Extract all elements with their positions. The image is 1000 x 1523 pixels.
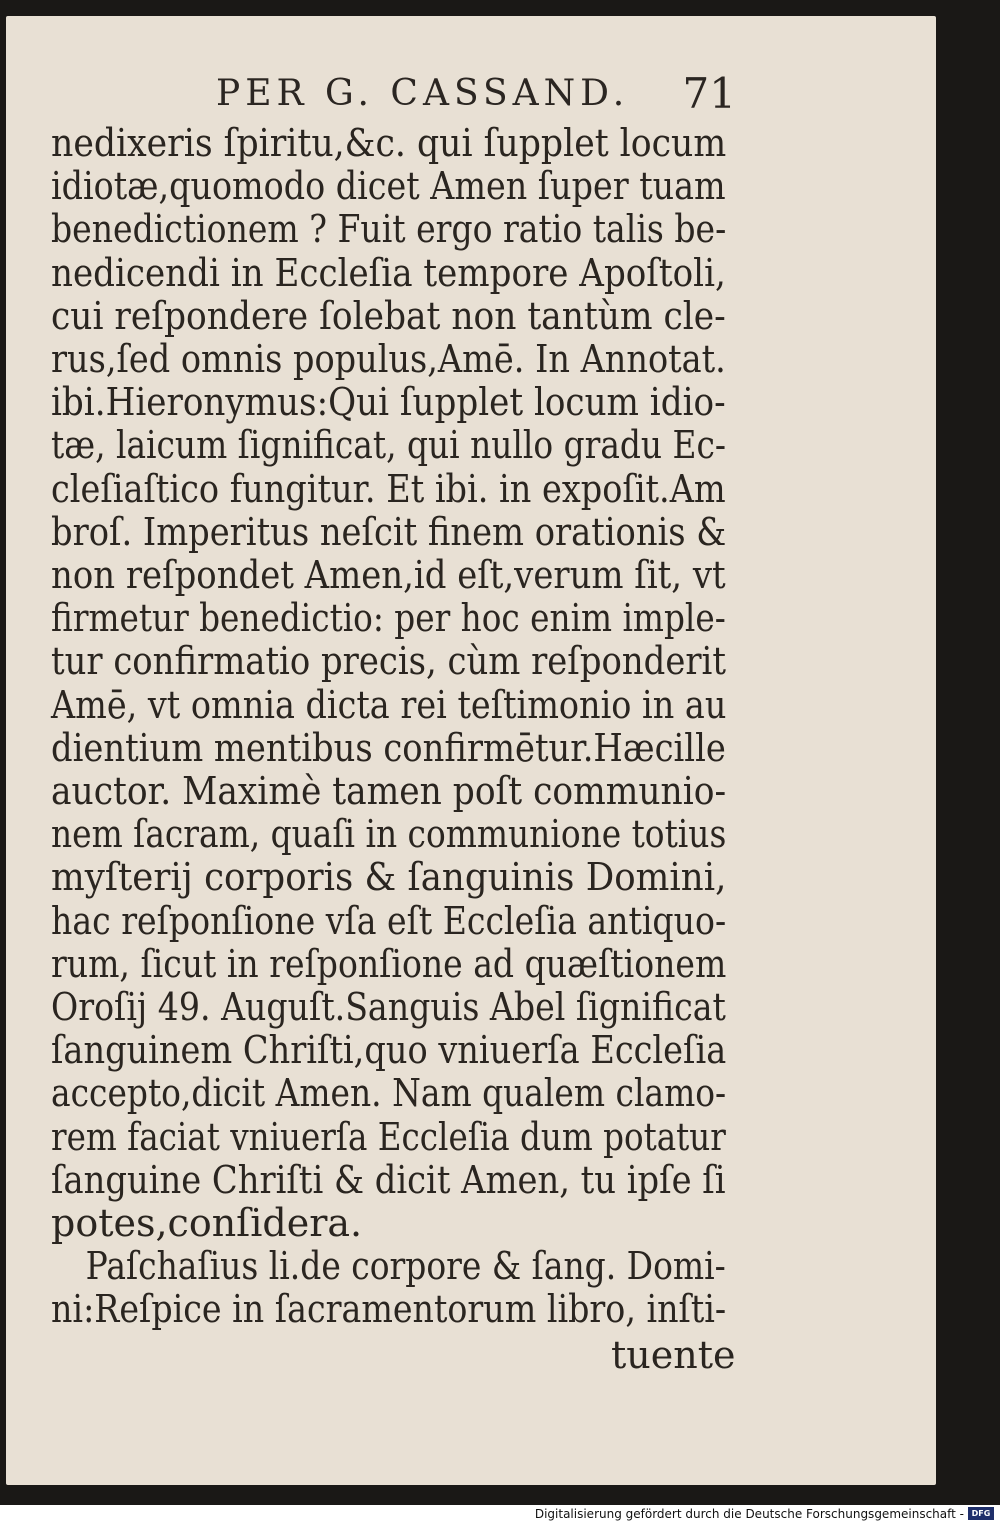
text-line: hac reſponſione vſa eſt Eccleſia antiquo- [51,898,727,943]
text-line: nedicendi in Eccleſia tempore Apoſtoli, [51,250,726,295]
text-line: cleſiaſtico fungitur. Et ibi. in expoſit.Am [51,466,726,511]
text-line: ſanguine Chriſti & dicit Amen, tu ipſe ſi [51,1157,726,1202]
text-line: cui reſpondere ſolebat non tantùm cle- [51,293,726,338]
text-line: rum, ſicut in reſponſione ad quæſtionem [51,941,727,986]
text-line: Oroſij 49. Auguſt.Sanguis Abel ſignificat [51,985,726,1029]
text-line: broſ. Imperitus neſcit finem orationis & [51,509,727,554]
text-line: nem ſacram, quaſi in communione totius [51,812,727,857]
page-number: 71 [682,69,736,118]
text-line: rem faciat vniuerſa Eccleſia dum potatur [51,1114,726,1159]
footer-bar [0,1505,1000,1523]
text-line: myſterij corporis & ſanguinis Domini, [51,855,727,900]
text-line: nedixeris ſpiritu,&c. qui ſupplet locum [51,121,727,165]
text-line: ni:Reſpice in ſacramentorum libro, inſti- [51,1287,727,1332]
text-line: Paſchaſius li.de corpore & ſang. Domi- [85,1244,726,1289]
text-line: tur confirmatio precis, cùm reſponderit [51,639,726,684]
text-line: potes,conſidera. [51,1201,363,1245]
text-line: ibi.Hieronymus:Qui ſupplet locum idio- [51,380,726,425]
text-line: accepto,dicit Amen. Nam qualem clamo- [51,1071,727,1116]
text-line: tæ, laicum ſignificat, qui nullo gradu Ec- [51,423,726,468]
catchword: tuente [611,1333,736,1377]
text-line: dientium mentibus confirmētur.Hæcille [51,725,726,770]
body-text [51,122,731,1382]
text-line: auctor. Maximè tamen poſt communio- [51,769,727,813]
page-header [216,68,746,120]
text-line: rus,ſed omnis populus,Amē. In Annotat. [51,337,726,381]
book-page [6,16,936,1485]
running-head: PER G. CASSAND. [216,73,630,114]
funding-credit: Digitalisierung gefördert durch die Deutsche Forschungsgemeinschaft - [534,1507,964,1521]
text-line: ſanguinem Chriſti,quo vniuerſa Eccleſia [51,1028,727,1073]
text-line: non reſpondet Amen,id eſt,verum ſit, vt [51,553,726,597]
text-line: firmetur benedictio: per hoc enim imple- [51,596,726,641]
text-line: benedictionem ? Fuit ergo ratio talis be- [51,207,727,252]
text-line: Amē, vt omnia dicta rei teſtimonio in au [51,682,727,727]
text-line: idiotæ,quomodo dicet Amen ſuper tuam [51,164,726,209]
dfg-logo-icon: DFG [968,1507,994,1520]
